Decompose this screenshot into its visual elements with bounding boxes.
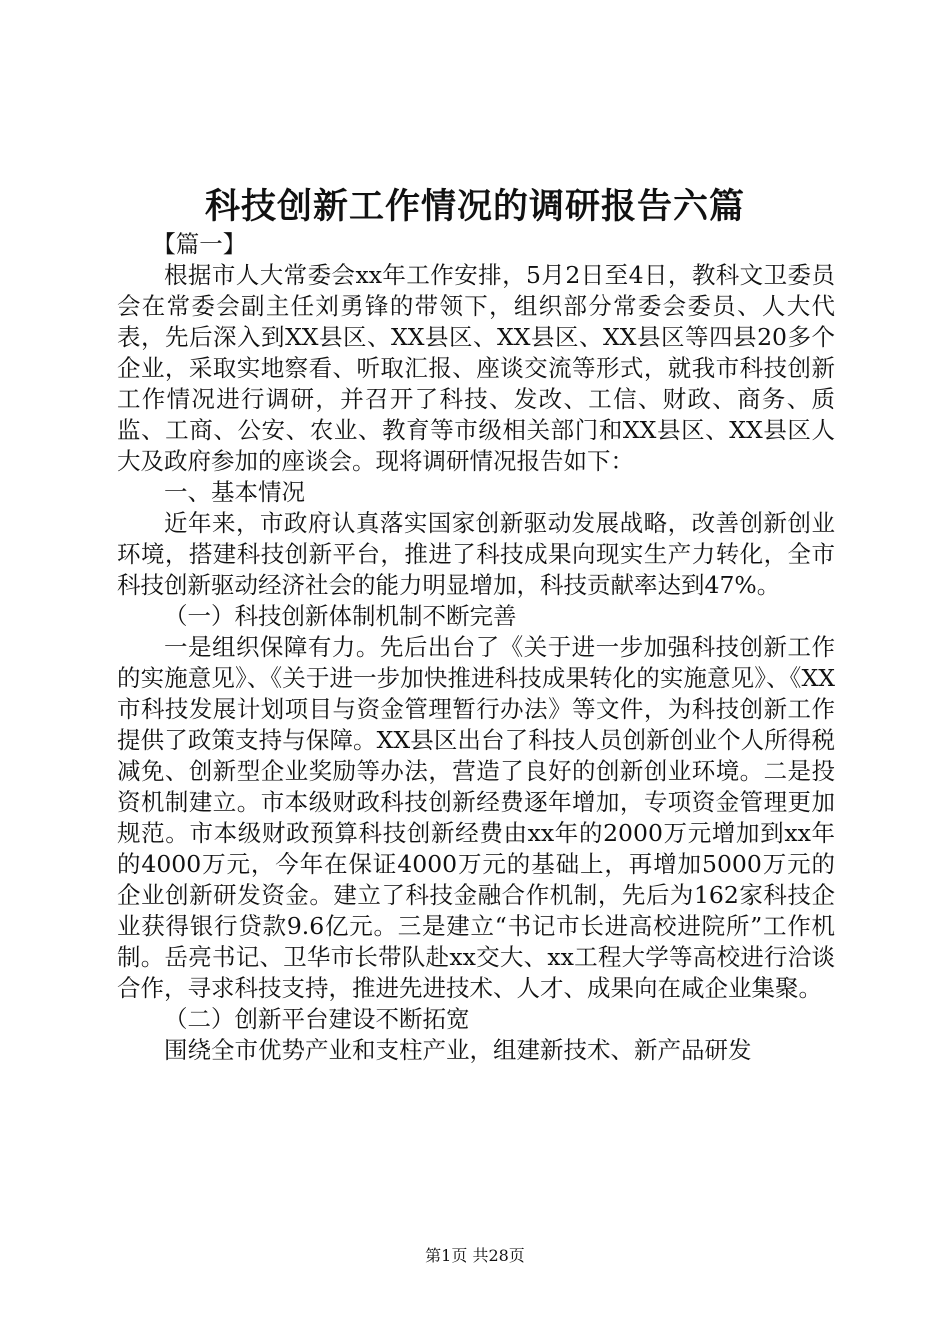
section-mark: 【篇一】 — [152, 230, 247, 258]
subheading-mechanism: （一）科技创新体制机制不断完善 — [164, 602, 517, 630]
document-body — [117, 229, 835, 1066]
paragraph-mechanism: 一是组织保障有力。先后出台了《关于进一步加强科技创新工作的实施意见》、《关于进一步加快推进科技成果转化的实施意见》、《XX市科技发展计划项目与资金管理暂行办法》等文件，为科技创新工作提供了政策支持与保障。XX县区出台了科技人员创新创业个人所得税减免、创新型企业奖励等办法，营造了良好的创新创业环境。二是投资机制建立。市本级财政科技创新经费逐年增加，专项资金管理更加规范。市本级财政预算科技创新经费由xx年的2000万元增加到xx年的4000万元，今年在保证4000万元的基础上，再增加5000万元的企业创新研发资金。建立了科技金融合作机制，先后为162家科技企业获得银行贷款9.6亿元。三是建立“书记市长进高校进院所”工作机制。岳亮书记、卫华市长带队赴xx交大、xx工程大学等高校进行洽谈合作，寻求科技支持，推进先进技术、人才、成果向在咸企业集聚。 — [117, 633, 835, 1002]
subheading-platform: （二）创新平台建设不断拓宽 — [164, 1005, 470, 1033]
page-footer: 第1页 共28页 — [425, 1246, 525, 1265]
paragraph-intro: 根据市人大常委会xx年工作安排，5月2日至4日，教科文卫委员会在常委会副主任刘勇锋的带领下，组织部分常委会委员、人大代表，先后深入到XX县区、XX县区、XX县区、XX县区等四县20多个企业，采取实地察看、听取汇报、座谈交流等形式，就我市科技创新工作情况进行调研，并召开了科技、发改、工信、财政、商务、质监、工商、公安、农业、教育等市级相关部门和XX县区、XX县区人大及政府参加的座谈会。现将调研情况报告如下： — [117, 261, 835, 475]
paragraph-platform: 围绕全市优势产业和支柱产业，组建新技术、新产品研发 — [164, 1036, 752, 1064]
document-title: 科技创新工作情况的调研报告六篇 — [204, 186, 745, 227]
heading-basic-situation: 一、基本情况 — [164, 478, 305, 506]
paragraph-basic-situation: 近年来，市政府认真落实国家创新驱动发展战略，改善创新创业环境，搭建科技创新平台，推进了科技成果向现实生产力转化，全市科技创新驱动经济社会的能力明显增加，科技贡献率达到47%。 — [117, 509, 835, 599]
